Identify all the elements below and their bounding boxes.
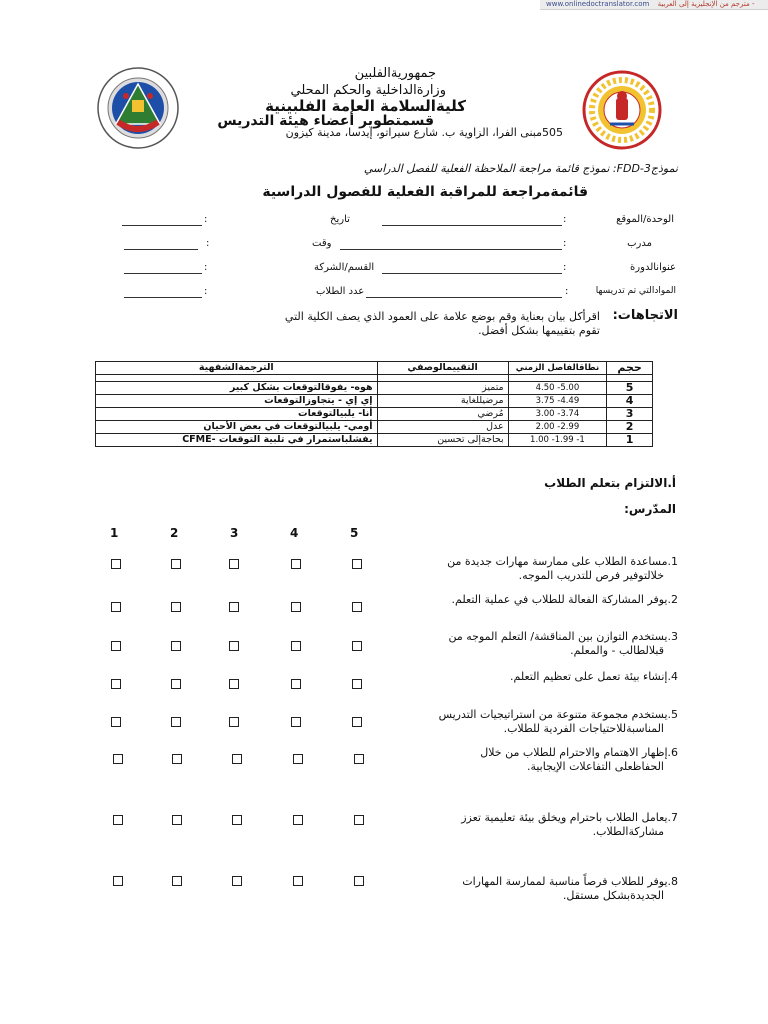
students-label: عدد الطلاب [316,286,365,297]
column-2-label: 2 [170,526,179,540]
item-1-rating-1-checkbox[interactable] [111,559,121,569]
item-2-rating-5-checkbox[interactable] [352,602,362,612]
teacher-label: المدّرس: [624,502,676,516]
unit-colon: : [563,214,567,225]
item-3-rating-1-checkbox[interactable] [111,641,121,651]
dilg-seal-icon [582,70,662,150]
date-colon: : [204,214,208,225]
item-4-rating-2-checkbox[interactable] [171,679,181,689]
checklist-item-7 [388,811,678,839]
descriptive-cell: عدل [377,421,508,434]
item-8-line1: 8.يوفر للطلاب فرصاً مناسبة لممارسة المهارات [462,875,678,888]
unit-line[interactable] [382,225,562,226]
ministry-text: وزارةالداخلية والحكم المحلي [290,83,446,98]
item-5-rating-2-checkbox[interactable] [171,717,181,727]
column-4-label: 4 [290,526,299,540]
item-7-line1: 7.يعامل الطلاب باحترام ويخلق بيئة تعليمية تعزز [461,811,678,824]
checklist-item-2 [388,593,678,607]
course-label: عنوانالدورة [630,262,676,273]
item-5-line2: المناسبةللاحتياجات الفردية للطلاب. [503,722,664,735]
item-1-line2: خلالتوفير فرص للتدريب الموجه. [518,569,664,582]
scale-cell: 3 [607,408,653,421]
item-1-rating-5-checkbox[interactable] [352,559,362,569]
rating-scale-table [95,361,653,447]
item-1-line1: 1.مساعدة الطلاب على ممارسة مهارات جديدة من [447,555,678,568]
interpretation-cell: يفشلباستمرار في تلبية التوقعات -CFME [96,434,378,447]
trainer-line[interactable] [340,249,562,250]
page-title: قائمةمراجعة للمراقبة الفعلية للفصول الدراسية [262,184,588,200]
interpretation-cell: أومي- يلبيالتوقعات في بعض الأحيان [96,421,378,434]
table-row [96,421,653,434]
table-row [96,395,653,408]
time-label: وقت [312,238,332,249]
descriptive-header: التقييمالوصفي [377,362,508,375]
table-header-row [96,362,653,375]
item-8-rating-4-checkbox[interactable] [293,876,303,886]
interpretation-cell: إي إي - يتجاوزالتوقعات [96,395,378,408]
item-2-line1: 2.يوفر المشاركة الفعالة للطلاب في عملية التعلم. [451,593,678,606]
item-3-line1: 3.يستخدم التوازن بين المناقشة/ التعلم الموجه من [448,630,678,643]
range-cell: 2.00 -2.99 [508,421,607,434]
item-3-rating-5-checkbox[interactable] [352,641,362,651]
department-name: قسمتطوير أعضاء هيئة التدريس [217,113,434,129]
descriptive-cell: مُرضي [377,408,508,421]
subjects-label: الموادالتي تم تدريسها [595,286,676,296]
item-4-rating-5-checkbox[interactable] [352,679,362,689]
unit-label: الوحدة/الموقع [616,214,674,225]
scale-cell: 4 [607,395,653,408]
interpretation-cell: أنا- يلبيالتوقعات [96,408,378,421]
item-5-rating-5-checkbox[interactable] [352,717,362,727]
item-4-line1: 4.إنشاء بيئة تعمل على تعظيم التعلم. [510,670,678,683]
checklist-item-3 [388,630,678,658]
range-cell: 4.50 -5.00 [508,382,607,395]
item-5-rating-1-checkbox[interactable] [111,717,121,727]
item-1-rating-2-checkbox[interactable] [171,559,181,569]
item-6-rating-3-checkbox[interactable] [232,754,242,764]
column-5-label: 5 [350,526,359,540]
item-4-rating-3-checkbox[interactable] [229,679,239,689]
date-line[interactable] [122,225,202,226]
range-cell: 3.00 -3.74 [508,408,607,421]
table-row [96,434,653,447]
descriptive-cell: بحاجةإلى تحسين [377,434,508,447]
item-6-rating-4-checkbox[interactable] [293,754,303,764]
item-1-rating-4-checkbox[interactable] [291,559,301,569]
item-4-rating-4-checkbox[interactable] [291,679,301,689]
trainer-colon: : [563,238,567,249]
college-name: كليةالسلامة العامة الفلبينية [265,97,466,115]
checklist-item-8 [388,875,678,903]
section-heading: أ.الالتزام بتعلم الطلاب [544,476,676,490]
item-6-rating-5-checkbox[interactable] [354,754,364,764]
subjects-line[interactable] [366,297,562,298]
item-5-rating-3-checkbox[interactable] [229,717,239,727]
republic-text: جمهوريةالفلبين [354,66,436,81]
trainer-label: مدرب [627,238,652,249]
dept-colon: : [204,262,208,273]
item-8-rating-1-checkbox[interactable] [113,876,123,886]
range-cell: 1.00 -1.99 -1 [508,434,607,447]
students-line[interactable] [124,297,202,298]
item-7-rating-2-checkbox[interactable] [172,815,182,825]
scale-header: حجم [607,362,653,375]
item-2-rating-4-checkbox[interactable] [291,602,301,612]
students-colon: : [204,286,208,297]
item-7-rating-1-checkbox[interactable] [113,815,123,825]
scale-cell: 1 [607,434,653,447]
scale-cell: 5 [607,382,653,395]
item-4-rating-1-checkbox[interactable] [111,679,121,689]
descriptive-cell: مرضيللغاية [377,395,508,408]
date-label: تاريخ [330,214,350,225]
course-colon: : [563,262,567,273]
item-2-rating-1-checkbox[interactable] [111,602,121,612]
item-6-rating-1-checkbox[interactable] [113,754,123,764]
column-1-label: 1 [110,526,119,540]
checklist-item-4 [388,670,678,684]
item-8-rating-3-checkbox[interactable] [232,876,242,886]
item-2-rating-3-checkbox[interactable] [229,602,239,612]
translator-text: مترجم من الإنجليزية إلى العربية - [657,0,755,8]
item-6-line2: الحفاظعلى التفاعلات الإيجابية. [526,760,664,773]
subjects-colon: : [565,286,569,297]
time-colon: : [206,238,210,249]
ppsc-seal-icon [96,66,180,150]
item-7-line2: مشاركةالطلاب. [592,825,664,838]
item-6-line1: 6.إظهار الاهتمام والاحترام للطلاب من خلال [480,746,678,759]
item-3-rating-3-checkbox[interactable] [229,641,239,651]
dept-label: القسم/الشركة [314,262,375,273]
item-1-rating-3-checkbox[interactable] [229,559,239,569]
scale-cell: 2 [607,421,653,434]
form-code: نموذجFDD-3: نموذج قائمة مراجعة الملاحظة الفعلية للفصل الدراسي [363,162,678,175]
checklist-item-6 [388,746,678,774]
range-cell: 3.75 -4.49 [508,395,607,408]
item-7-rating-5-checkbox[interactable] [354,815,364,825]
item-5-rating-4-checkbox[interactable] [291,717,301,727]
translator-bar [540,0,768,10]
item-7-rating-3-checkbox[interactable] [232,815,242,825]
directions-label: الاتجاهات: [612,308,678,323]
item-3-line2: قبلالطالب - والمعلم. [570,644,664,657]
item-2-rating-2-checkbox[interactable] [171,602,181,612]
checklist-item-1 [388,555,678,583]
item-5-line1: 5.يستخدم مجموعة متنوعة من استراتيجيات التدريس [438,708,678,721]
translator-site[interactable]: www.onlinedoctranslator.com [546,0,650,8]
interpretation-header: الترجمةالشفهية [96,362,378,375]
time-line[interactable] [124,249,198,250]
column-3-label: 3 [230,526,239,540]
range-header: نطاقالفاصل الزمني [508,362,607,375]
item-3-rating-4-checkbox[interactable] [291,641,301,651]
directions-text: اقرأكل بيان بعناية وقم بوضع علامة على العمود الذي يصف الكلية التي تقوم بتقييمها بشكل أفضل. [284,310,600,337]
course-line[interactable] [382,273,562,274]
item-8-line2: الجديدةبشكل مستقل. [562,889,664,902]
item-3-rating-2-checkbox[interactable] [171,641,181,651]
item-7-rating-4-checkbox[interactable] [293,815,303,825]
item-6-rating-2-checkbox[interactable] [172,754,182,764]
address-text: 505مبنى الفرا، الزاوية ب. شارع سيراتو، إيدسا، مدينة كيزون [285,126,563,139]
dept-line[interactable] [124,273,202,274]
table-row [96,382,653,395]
interpretation-cell: هوه- يفوقالتوقعات بشكل كبير [96,382,378,395]
descriptive-cell: متميز [377,382,508,395]
item-8-rating-2-checkbox[interactable] [172,876,182,886]
checklist-item-5 [388,708,678,736]
table-row [96,408,653,421]
item-8-rating-5-checkbox[interactable] [354,876,364,886]
